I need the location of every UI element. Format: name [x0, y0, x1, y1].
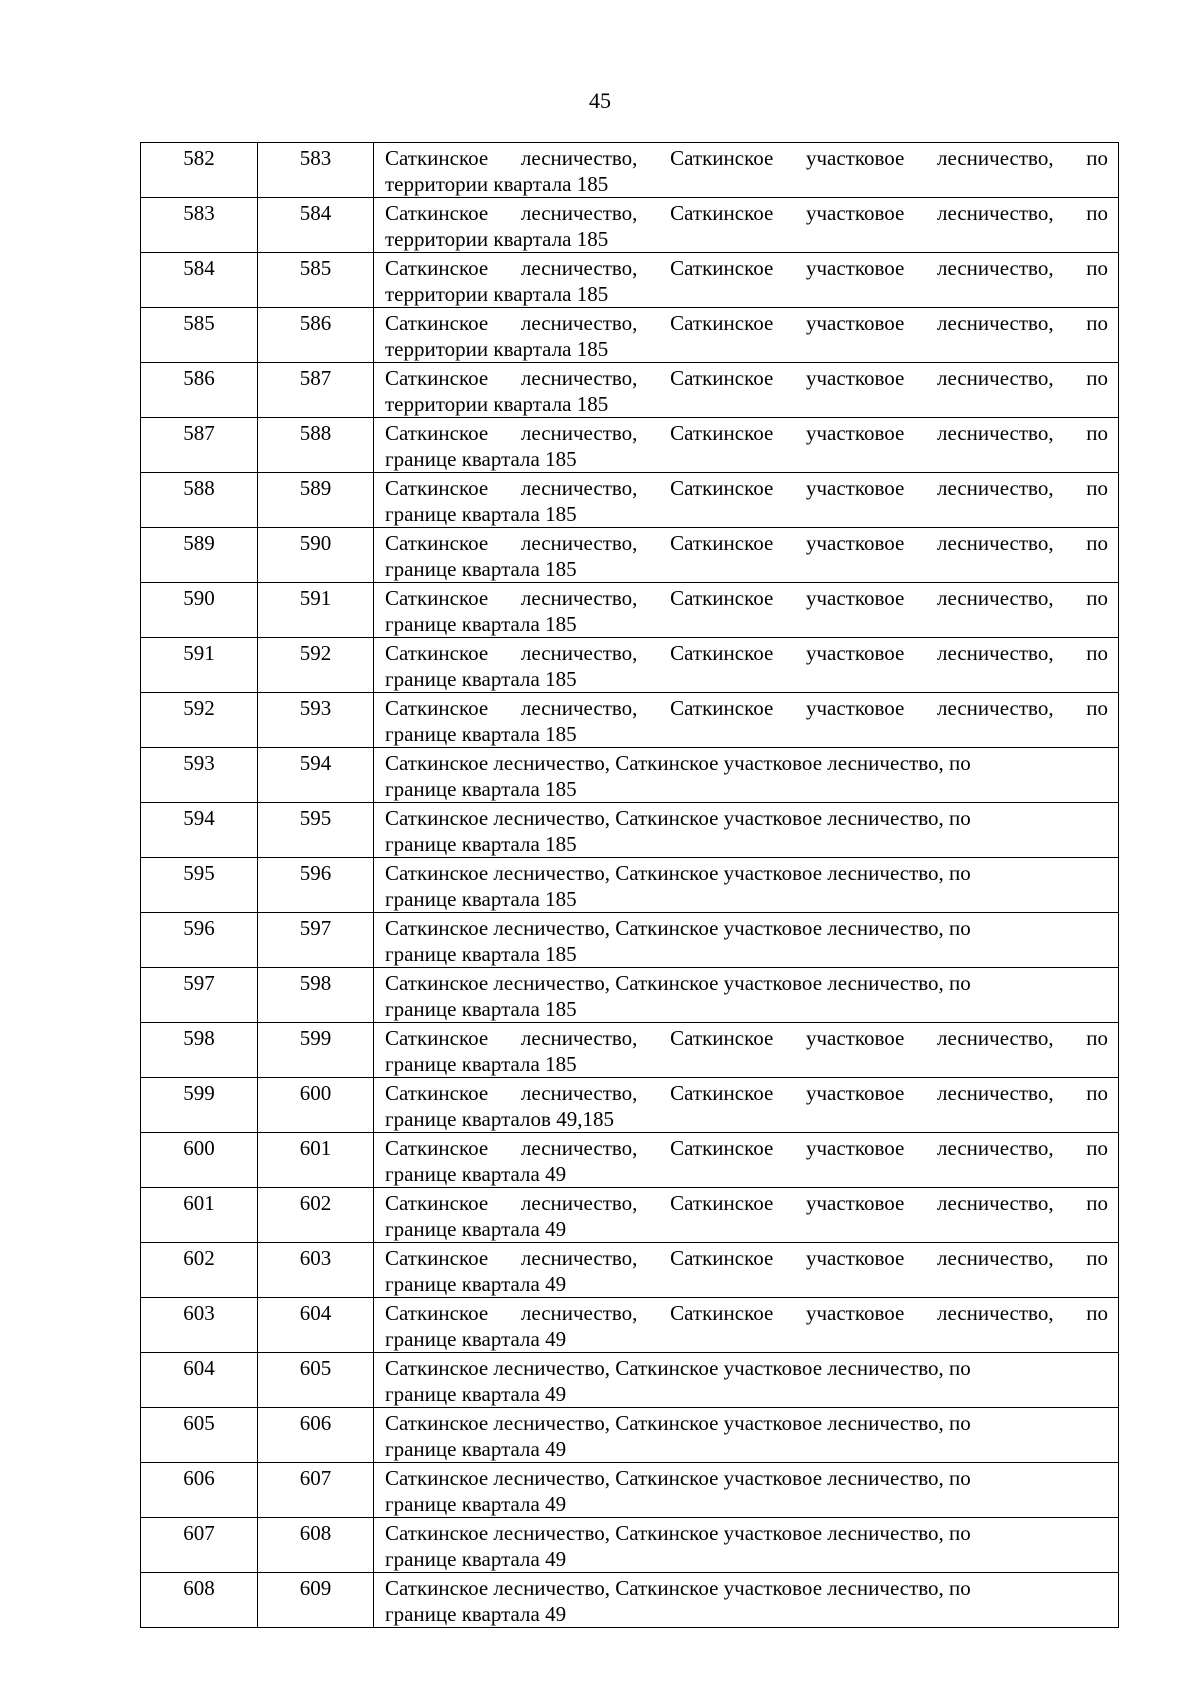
point-from-cell: 591 [141, 638, 258, 693]
point-to-cell: 583 [258, 143, 374, 198]
point-from-cell: 595 [141, 858, 258, 913]
point-from-cell: 605 [141, 1408, 258, 1463]
boundary-description-cell [374, 253, 1119, 308]
description-line-2: границе квартала 185 [385, 832, 577, 856]
point-from-cell: 606 [141, 1463, 258, 1518]
description-line-2: территории квартала 185 [385, 282, 609, 306]
description-line-1: Саткинское лесничество, Саткинское участковое лесничество, по [385, 476, 1108, 500]
point-to-cell: 602 [258, 1188, 374, 1243]
description-line-2: границе квартала 49 [385, 1492, 567, 1516]
point-from-cell: 608 [141, 1573, 258, 1628]
point-from-cell: 584 [141, 253, 258, 308]
description-line-1: Саткинское лесничество, Саткинское участковое лесничество, по [385, 751, 971, 775]
boundary-description-cell [374, 1133, 1119, 1188]
description-line-1: Саткинское лесничество, Саткинское участковое лесничество, по [385, 1466, 971, 1490]
point-from-cell: 590 [141, 583, 258, 638]
description-line-2: границе квартала 185 [385, 997, 577, 1021]
description-line-2: территории квартала 185 [385, 172, 609, 196]
point-to-cell: 591 [258, 583, 374, 638]
table-row [141, 528, 1119, 583]
boundary-description-cell [374, 418, 1119, 473]
description-line-1: Саткинское лесничество, Саткинское участковое лесничество, по [385, 311, 1108, 335]
table-row [141, 748, 1119, 803]
description-line-1: Саткинское лесничество, Саткинское участковое лесничество, по [385, 1191, 1108, 1215]
point-from-cell: 601 [141, 1188, 258, 1243]
description-line-2: границе квартала 185 [385, 502, 577, 526]
point-from-cell: 587 [141, 418, 258, 473]
table-row [141, 583, 1119, 638]
table-row [141, 1188, 1119, 1243]
description-line-2: границе квартала 49 [385, 1602, 567, 1626]
table-row [141, 1353, 1119, 1408]
description-line-1: Саткинское лесничество, Саткинское участковое лесничество, по [385, 806, 971, 830]
point-to-cell: 590 [258, 528, 374, 583]
point-from-cell: 588 [141, 473, 258, 528]
point-from-cell: 599 [141, 1078, 258, 1133]
description-line-1: Саткинское лесничество, Саткинское участковое лесничество, по [385, 1136, 1108, 1160]
description-line-2: границе квартала 49 [385, 1547, 567, 1571]
description-line-1: Саткинское лесничество, Саткинское участковое лесничество, по [385, 1301, 1108, 1325]
table-row [141, 968, 1119, 1023]
boundary-description-cell [374, 693, 1119, 748]
description-line-2: границе квартала 185 [385, 447, 577, 471]
boundary-description-cell [374, 748, 1119, 803]
point-to-cell: 586 [258, 308, 374, 363]
description-line-1: Саткинское лесничество, Саткинское участковое лесничество, по [385, 201, 1108, 225]
description-line-1: Саткинское лесничество, Саткинское участковое лесничество, по [385, 641, 1108, 665]
table-body [141, 143, 1119, 1628]
description-line-2: границе квартала 185 [385, 887, 577, 911]
table-row [141, 638, 1119, 693]
table-row [141, 1518, 1119, 1573]
point-to-cell: 598 [258, 968, 374, 1023]
point-from-cell: 593 [141, 748, 258, 803]
table-row [141, 418, 1119, 473]
boundary-description-cell [374, 1353, 1119, 1408]
boundary-description-cell [374, 1078, 1119, 1133]
point-to-cell: 600 [258, 1078, 374, 1133]
point-to-cell: 606 [258, 1408, 374, 1463]
table-row [141, 253, 1119, 308]
boundary-description-cell [374, 968, 1119, 1023]
description-line-1: Саткинское лесничество, Саткинское участковое лесничество, по [385, 1411, 971, 1435]
point-to-cell: 595 [258, 803, 374, 858]
description-line-2: границе кварталов 49,185 [385, 1107, 614, 1131]
description-line-1: Саткинское лесничество, Саткинское участковое лесничество, по [385, 421, 1108, 445]
point-from-cell: 585 [141, 308, 258, 363]
table-row [141, 693, 1119, 748]
description-line-2: территории квартала 185 [385, 337, 609, 361]
table-row [141, 363, 1119, 418]
table-row [141, 913, 1119, 968]
point-from-cell: 604 [141, 1353, 258, 1408]
table-row [141, 1408, 1119, 1463]
boundary-description-cell [374, 1188, 1119, 1243]
boundary-description-cell [374, 528, 1119, 583]
boundary-description-cell [374, 638, 1119, 693]
boundary-description-cell [374, 1023, 1119, 1078]
description-line-1: Саткинское лесничество, Саткинское участковое лесничество, по [385, 1521, 971, 1545]
description-line-1: Саткинское лесничество, Саткинское участковое лесничество, по [385, 1246, 1108, 1270]
description-line-2: границе квартала 185 [385, 942, 577, 966]
description-line-2: границе квартала 49 [385, 1272, 567, 1296]
table-row [141, 1243, 1119, 1298]
table-row [141, 198, 1119, 253]
point-to-cell: 585 [258, 253, 374, 308]
table-row [141, 858, 1119, 913]
description-line-2: границе квартала 49 [385, 1437, 567, 1461]
description-line-1: Саткинское лесничество, Саткинское участковое лесничество, по [385, 1081, 1108, 1105]
table-row [141, 143, 1119, 198]
description-line-1: Саткинское лесничество, Саткинское участковое лесничество, по [385, 531, 1108, 555]
boundary-description-cell [374, 1463, 1119, 1518]
description-line-2: территории квартала 185 [385, 227, 609, 251]
boundary-description-cell [374, 363, 1119, 418]
point-from-cell: 589 [141, 528, 258, 583]
description-line-2: территории квартала 185 [385, 392, 609, 416]
boundary-description-cell [374, 583, 1119, 638]
table-row [141, 1298, 1119, 1353]
description-line-1: Саткинское лесничество, Саткинское участковое лесничество, по [385, 146, 1108, 170]
boundary-description-cell [374, 1243, 1119, 1298]
point-to-cell: 607 [258, 1463, 374, 1518]
description-line-2: границе квартала 49 [385, 1162, 567, 1186]
description-line-1: Саткинское лесничество, Саткинское участковое лесничество, по [385, 366, 1108, 390]
point-to-cell: 608 [258, 1518, 374, 1573]
table-row [141, 803, 1119, 858]
point-from-cell: 594 [141, 803, 258, 858]
description-line-1: Саткинское лесничество, Саткинское участковое лесничество, по [385, 1576, 971, 1600]
description-line-1: Саткинское лесничество, Саткинское участковое лесничество, по [385, 1356, 971, 1380]
point-from-cell: 598 [141, 1023, 258, 1078]
description-line-1: Саткинское лесничество, Саткинское участковое лесничество, по [385, 1026, 1108, 1050]
point-to-cell: 594 [258, 748, 374, 803]
point-to-cell: 599 [258, 1023, 374, 1078]
description-line-2: границе квартала 185 [385, 667, 577, 691]
description-line-2: границе квартала 185 [385, 777, 577, 801]
boundary-description-cell [374, 198, 1119, 253]
boundary-description-cell [374, 1573, 1119, 1628]
boundary-description-cell [374, 473, 1119, 528]
description-line-2: границе квартала 185 [385, 722, 577, 746]
table-row [141, 1078, 1119, 1133]
description-line-1: Саткинское лесничество, Саткинское участковое лесничество, по [385, 916, 971, 940]
table-row [141, 473, 1119, 528]
boundary-description-cell [374, 858, 1119, 913]
boundary-description-cell [374, 803, 1119, 858]
point-to-cell: 604 [258, 1298, 374, 1353]
description-line-1: Саткинское лесничество, Саткинское участковое лесничество, по [385, 586, 1108, 610]
point-from-cell: 592 [141, 693, 258, 748]
table-row [141, 308, 1119, 363]
point-to-cell: 593 [258, 693, 374, 748]
point-from-cell: 603 [141, 1298, 258, 1353]
point-to-cell: 605 [258, 1353, 374, 1408]
description-line-1: Саткинское лесничество, Саткинское участковое лесничество, по [385, 861, 971, 885]
description-line-1: Саткинское лесничество, Саткинское участковое лесничество, по [385, 971, 971, 995]
table-row [141, 1023, 1119, 1078]
point-to-cell: 589 [258, 473, 374, 528]
table-row [141, 1573, 1119, 1628]
point-to-cell: 584 [258, 198, 374, 253]
point-to-cell: 592 [258, 638, 374, 693]
point-to-cell: 596 [258, 858, 374, 913]
description-line-2: границе квартала 185 [385, 612, 577, 636]
point-from-cell: 607 [141, 1518, 258, 1573]
boundary-description-cell [374, 1518, 1119, 1573]
page-number: 45 [589, 88, 611, 113]
point-to-cell: 588 [258, 418, 374, 473]
boundary-description-cell [374, 1298, 1119, 1353]
description-line-2: границе квартала 49 [385, 1382, 567, 1406]
description-line-2: границе квартала 49 [385, 1217, 567, 1241]
point-to-cell: 587 [258, 363, 374, 418]
point-from-cell: 600 [141, 1133, 258, 1188]
description-line-2: границе квартала 185 [385, 1052, 577, 1076]
point-from-cell: 602 [141, 1243, 258, 1298]
boundary-table [140, 142, 1119, 1628]
description-line-1: Саткинское лесничество, Саткинское участковое лесничество, по [385, 256, 1108, 280]
table-row [141, 1133, 1119, 1188]
point-from-cell: 582 [141, 143, 258, 198]
boundary-description-cell [374, 308, 1119, 363]
point-to-cell: 597 [258, 913, 374, 968]
boundary-description-cell [374, 143, 1119, 198]
point-from-cell: 597 [141, 968, 258, 1023]
description-line-2: границе квартала 185 [385, 557, 577, 581]
point-from-cell: 586 [141, 363, 258, 418]
description-line-2: границе квартала 49 [385, 1327, 567, 1351]
table-row [141, 1463, 1119, 1518]
point-to-cell: 601 [258, 1133, 374, 1188]
point-to-cell: 609 [258, 1573, 374, 1628]
point-to-cell: 603 [258, 1243, 374, 1298]
point-from-cell: 583 [141, 198, 258, 253]
description-line-1: Саткинское лесничество, Саткинское участковое лесничество, по [385, 696, 1108, 720]
point-from-cell: 596 [141, 913, 258, 968]
boundary-description-cell [374, 913, 1119, 968]
boundary-description-cell [374, 1408, 1119, 1463]
